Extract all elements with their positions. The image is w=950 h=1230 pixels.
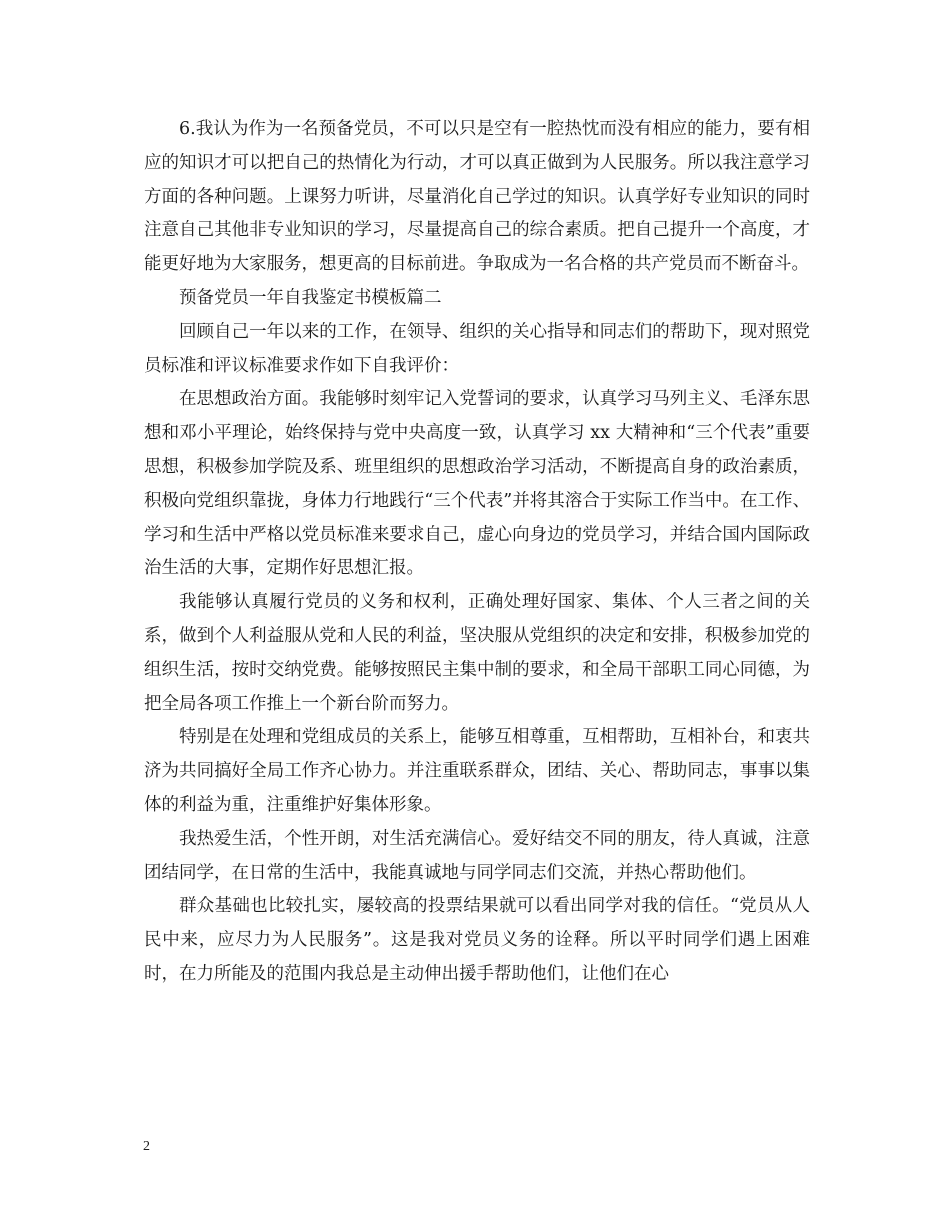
page-number: 2 [143, 1139, 150, 1154]
paragraph-7: 群众基础也比较扎实，屡较高的投票结果就可以看出同学对我的信任。“党员从人民中来，应尽力为人民服务”。这是我对党员义务的诠释。所以平时同学们遇上困难时，在力所能及的范围内我总是主动伸出援手帮助他们，让他们在心 [144, 896, 810, 984]
document-body [144, 113, 810, 992]
section-heading: 预备党员一年自我鉴定书模板篇二 [179, 287, 442, 308]
paragraph-5: 特别是在处理和党组成员的关系上，能够互相尊重，互相帮助，互相补台，和衷共济为共同搞好全局工作齐心协力。并注重联系群众，团结、关心、帮助同志，事事以集体的利益为重，注重维护好集体形象。 [144, 727, 810, 815]
paragraph-2: 回顾自己一年以来的工作，在领导、组织的关心指导和同志们的帮助下，现对照党员标准和评议标准要求作如下自我评价： [144, 321, 810, 376]
paragraph-3: 在思想政治方面。我能够时刻牢记入党誓词的要求，认真学习马列主义、毛泽东思想和邓小平理论，始终保持与党中央高度一致，认真学习 xx 大精神和“三个代表”重要思想，积极参加学院及系、班里组织的思想政治学习活动，不断提高自身的政治素质，积极向党组织靠拢，身体力行地践行“三个代表”并将其溶合于实际工作当中。在工作、学习和生活中严格以党员标准来要求自己，虚心向身边的党员学习，并结合国内国际政治生活的大事，定期作好思想汇报。 [144, 389, 810, 579]
paragraph-6: 我热爱生活，个性开朗，对生活充满信心。爱好结交不同的朋友，待人真诚，注意团结同学，在日常的生活中，我能真诚地与同学同志们交流，并热心帮助他们。 [144, 828, 810, 883]
paragraph-1: 6.我认为作为一名预备党员，不可以只是空有一腔热忱而没有相应的能力，要有相应的知识才可以把自己的热情化为行动，才可以真正做到为人民服务。所以我注意学习方面的各种问题。上课努力听讲，尽量消化自己学过的知识。认真学好专业知识的同时注意自己其他非专业知识的学习，尽量提高自己的综合素质。把自己提升一个高度，才能更好地为大家服务，想更高的目标前进。争取成为一名合格的共产党员而不断奋斗。 [144, 119, 810, 275]
paragraph-4: 我能够认真履行党员的义务和权利，正确处理好国家、集体、个人三者之间的关系，做到个人利益服从党和人民的利益，坚决服从党组织的决定和安排，积极参加党的组织生活，按时交纳党费。能够按照民主集中制的要求，和全局干部职工同心同德，为把全局各项工作推上一个新台阶而努力。 [144, 592, 810, 714]
